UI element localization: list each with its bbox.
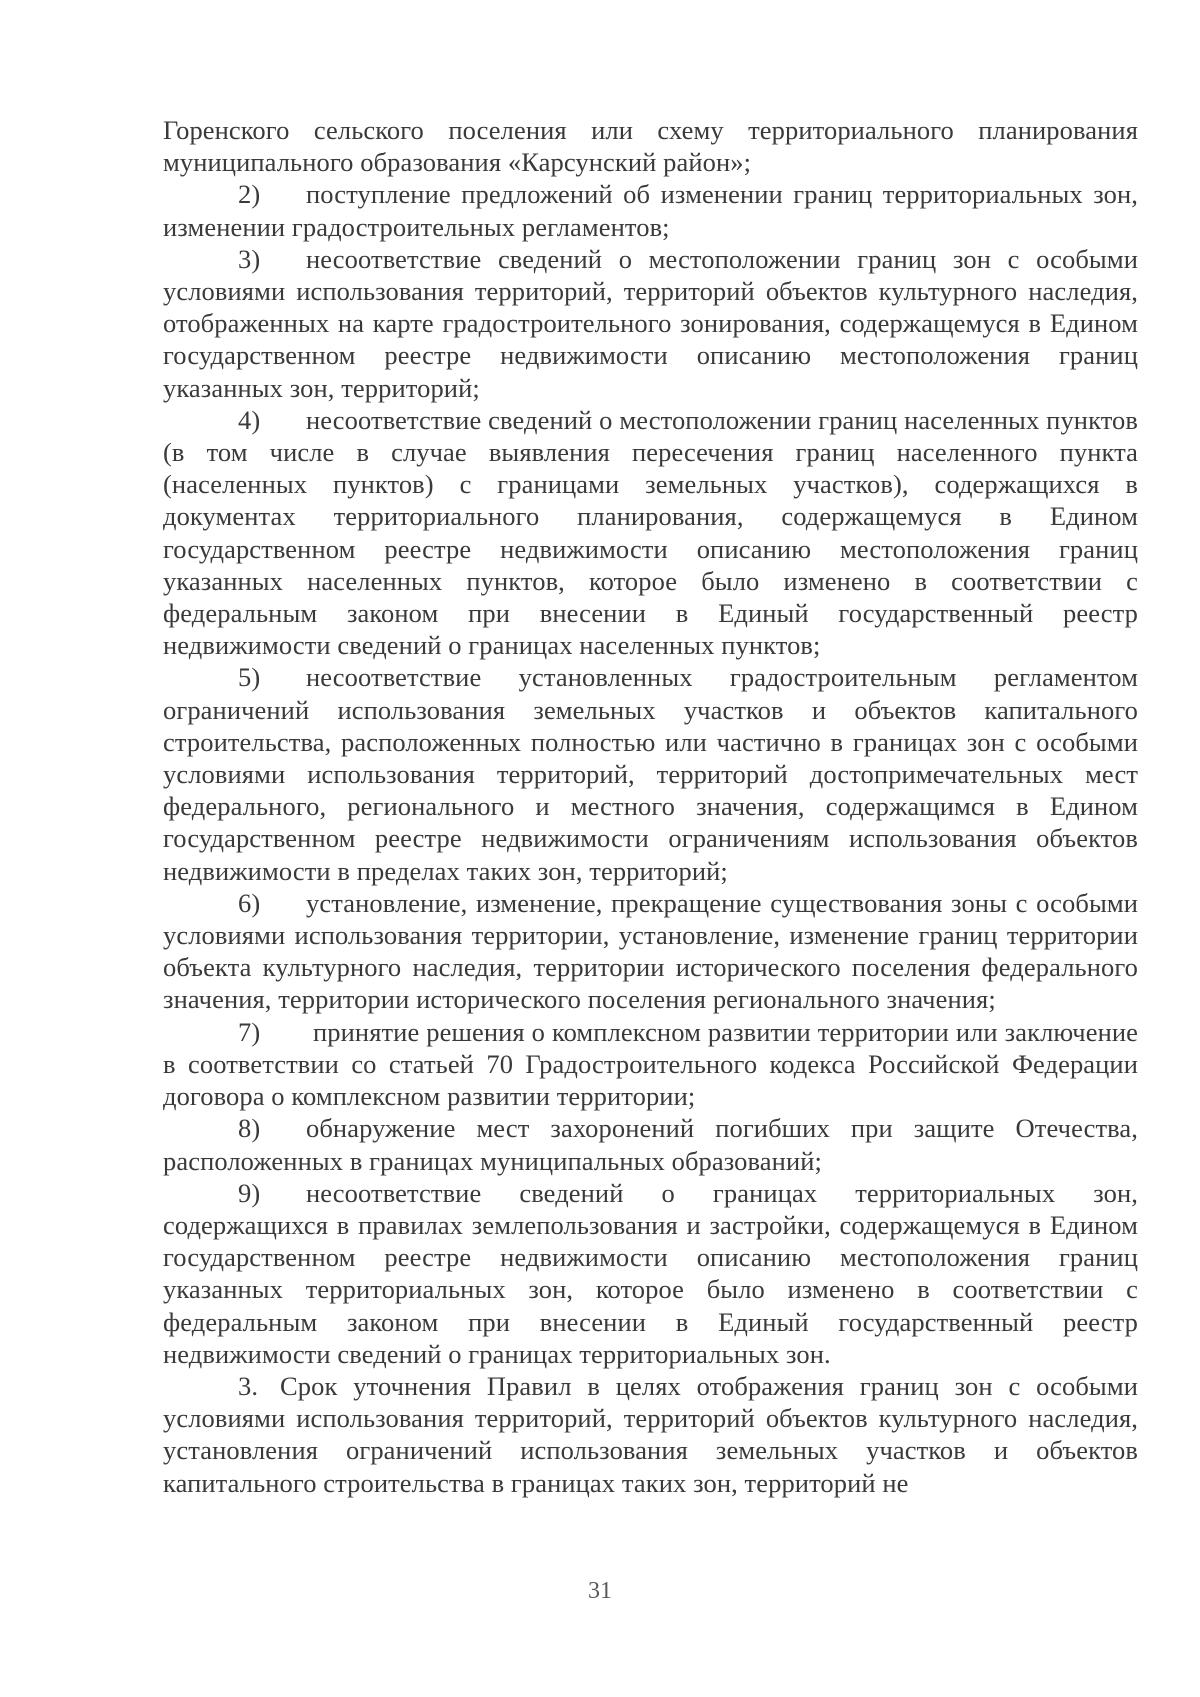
list-item-text: несоответствие установленных градостроительным регламентом ограничений использования земельных участков и объектов капитального строительства, расположенных полностью или частично в границах зон с особыми условиями использования территорий, территорий достопримечательных мест федерального, регионального и местного значения, содержащимся в Едином государственном реестре недвижимости ограничениям использования объектов недвижимости в пределах таких зон, территорий; [163,662,1138,886]
page-number: 31 [588,1578,612,1604]
list-item-text: несоответствие сведений о местоположении границ населенных пунктов (в том числе в случае выявления пересечения границ населенного пункта (населенных пунктов) с границами земельных участков), содержащихся в документах территориального планирования, содержащемуся в Едином государственном реестре недвижимости описанию местоположения границ указанных населенных пунктов, которое было изменено в соответствии с федеральным законом при внесении в Единый государственный реестр недвижимости сведений о границах населенных пунктов; [163,404,1138,661]
list-item-number: 4) [238,404,261,435]
document-body [163,114,1138,1499]
list-item-number: 5) [238,662,261,693]
list-item-text: несоответствие сведений о местоположении границ зон с особыми условиями использования территорий, территорий объектов культурного наследия, отображенных на карте градостроительного зонирования, содержащемуся в Едином государственном реестре недвижимости описанию местоположения границ указанных зон, территорий; [163,243,1138,403]
list-item-9 [163,1177,1138,1370]
list-item-4 [163,404,1138,662]
list-item-text: обнаружение мест захоронений погибших при защите Отечества, расположенных в границах муниципальных образований; [163,1113,1138,1176]
list-item-text: поступление предложений об изменении границ территориальных зон, изменении градостроительных регламентов; [163,179,1138,242]
list-item-5 [163,661,1138,886]
section-3-paragraph [163,1370,1138,1499]
list-item-number: 7) [238,1016,261,1047]
list-item-text: установление, изменение, прекращение существования зоны с особыми условиями использования территории, установление, изменение границ территории объекта культурного наследия, территории исторического поселения федерального значения, территории исторического поселения регионального значения; [163,887,1138,1015]
list-item-2 [163,178,1138,242]
list-item-number: 8) [238,1113,261,1144]
list-item-number: 3) [238,243,261,274]
section-text: Срок уточнения Правил в целях отображения границ зон с особыми условиями использования территорий, территорий объектов культурного наследия, установления ограничений использования земельных участков и объектов капитального строительства в границах таких зон, территорий не [163,1370,1138,1498]
list-item-number: 6) [238,887,261,918]
list-item-text: несоответствие сведений о границах территориальных зон, содержащихся в правилах землепользования и застройки, содержащемуся в Едином государственном реестре недвижимости описанию местоположения границ указанных территориальных зон, которое было изменено в соответствии с федеральным законом при внесении в Единый государственный реестр недвижимости сведений о границах территориальных зон. [163,1177,1138,1369]
list-item-text: принятие решения о комплексном развитии территории или заключение в соответствии со статьей 70 Градостроительного кодекса Российской Федерации договора о комплексном развитии территории; [163,1016,1138,1112]
list-item-7 [163,1016,1138,1113]
list-item-8 [163,1112,1138,1176]
intro-paragraph: Горенского сельского поселения или схему территориального планирования муниципального образования «Карсунский район»; [163,115,1138,178]
list-item-number: 9) [238,1177,261,1208]
list-item-6 [163,887,1138,1016]
list-item-3 [163,243,1138,404]
list-item-number: 2) [238,179,261,210]
section-number: 3. [238,1370,259,1401]
